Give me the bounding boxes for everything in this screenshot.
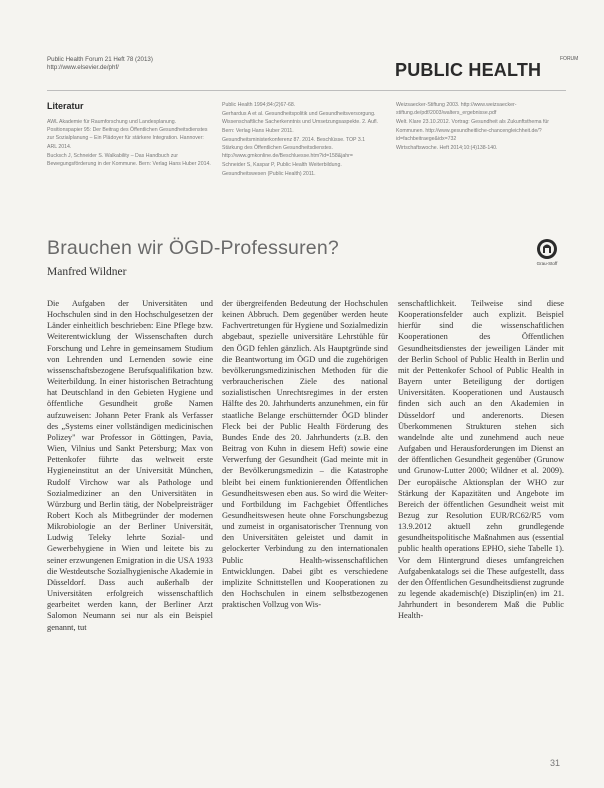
reference-entry: Weizsaecker-Stiftung 2003. http://www.weizsaecker-stiftung.de/pdf/2003/walters_ergebnisse.pdf (396, 102, 517, 117)
reference-entry: Gesundheitsministerkonferenz 87. 2014. Beschlüsse. TOP 3.1 Stärkung des Öffentlichen Gesundheitsdienstes. http://www.gmkonline.de/Beschluesse.htm?id=158&jahr= (222, 136, 366, 160)
header-divider (47, 90, 566, 91)
paragraph: senschaftlichkeit. Teilweise sind diese Kooperationsfelder auch explizit. Beispiel hierfür sind die wissenschaftlichen Kooperationen des Öffentlichen Gesundheitsdienstes der jeweiligen Länder mit der Berlin School of Public Health in Berlin und mit der Pettenkofer School of Public Health in Bayern unter Beteiligung der dortigen Universitäten. Kooperationen und Austausch finden sich auch an den Akademien in Düsseldorf und anderenorts. Diesen Überkommenen Strukturen stehen sich wandelnde alte und zunehmend auch neue Aufgaben und Herausforderungen im Dienst an der öffentlichen Gesundheit gegenüber (Grunow und Grunow-Lutter 2000; Wildner et al. 2009). Der europäische Aktionsplan der WHO zur Stärkung der Kapazitäten und Angebote im Bereich der öffentlichen Gesundheit weist mit Bezug zur Resolution EUR/RC62/R5 vom 13.9.2012 aktuell zehn grundlegende gesundheitspolitische Maßnahmen aus (essential public health operations EPHO, siehe Tabelle 1). Vor dem Hintergrund dieses umfangreichen Aufgabenkatalogs sei die These aufgestellt, dass der den Öffentlichen Gesundheitsdienst zugrunde zu legende akademisch(e) Disziplin(en) im 21. Jahrhundert in besonderem Maß die Public Health- (398, 299, 564, 621)
literature-heading: Literatur (47, 101, 84, 111)
article-author: Manfred Wildner (47, 266, 127, 278)
badge-label: Grau-Stoff (536, 261, 558, 266)
reference-entry: Public Health 1994;84:(2)67-68. (222, 102, 296, 108)
page-number: 31 (550, 758, 561, 768)
brand-forum-label: FORUM (560, 56, 579, 62)
reference-entry: Welt. Klare 23.10.2012. Vortrag: Gesundheit als Zukunftsthema für Kommunen. http://www.gesundheitliche-chancengleichheit.de/?id=fachbeitraege&idx=732 (396, 119, 550, 142)
reference-entry: Bucksch J, Schneider S. Walkability – Das Handbuch zur Bewegungsförderung in der Kommune. Bern: Verlag Hans Huber 2014. (47, 152, 211, 168)
article-title: Brauchen wir ÖGD-Professuren? (47, 237, 339, 259)
paragraph: der übergreifenden Bedeutung der Hochschulen keinen Abbruch. Dem gegenüber werden heute Fachvertretungen für Hygiene und Sozialmedizin abgebaut, spezielle universitäre Lehrstühle für den ÖGD fehlen gänzlich. Als Hauptgründe sind die Beantwortung im ÖGD und die zugehörigen bevölkerungsmedizinischen Methoden für die verbraucherischen Ziele des national sozialistischen Unrechtsregimes in der ersten Hälfte des 20. Jahrhunderts anzunehmen, ein für staatliche Belange erschütternder ÖGD blinder Fleck bei der Public Health Förderung des Bundes Ende des 20. Jahrhunderts (z.B. den Beitrag von Kuhn in diesem Heft) sowie eine Verwerfung der Gesundheit (Gad meinte mit in der Bevölkerungsmedizin – die Katastrophe bleibt bei einem funktionierenden Öffentlichen Gesundheitswesen eben aus. So wird die Weiter- und Fortbildung im Fachgebiet Öffentliches Gesundheitswesen heute ohne Forschungsbezug und zumeist in organisatorischer Trennung von den Universitäten geleistet und damit in gelockerter Verbindung zu den internationalen Public Health-wissenschaftlichen Entwicklungen. Dabei gibt es verschiedene implizite Schnittstellen und Kooperationen zu den Hochschulen in einem selbstbezogenen praktischen Vollzug von Wis- (222, 299, 388, 610)
reference-entry: Schneider S, Kaspar P, Public Health Weiterbildung. Gesundheitswesen (Public Health) 2011. (222, 162, 342, 177)
reference-entry: AWL Akademie für Raumforschung und Landesplanung. Positionspapier 95: Der Beitrag des Öffentlichen Gesundheitsdienstes zur Sozialplanung – Ein Plädoyer für stärkere Integration. Hannover: ARL 2014. (47, 119, 208, 150)
literature-column-1 (47, 118, 211, 169)
reference-entry: Wirtschaftswoche. Heft 2014;10:(4)138-140. (396, 145, 498, 152)
brand-logo-text: PUBLIC HEALTH (395, 60, 542, 80)
reference-entry: Gerhardus A et al. Gesundheitspolitik und Gesundheitsversorgung. Wissenschaftliche Sacherkenntnis und Umsetzungsaspekte. 2. Aufl. Bern: Verlag Hans Huber 2011. (222, 111, 378, 134)
literature-column-3 (396, 101, 566, 153)
journal-header (47, 56, 217, 72)
open-access-badge (532, 238, 562, 266)
literature-column-2 (222, 101, 384, 179)
article-column-2 (222, 298, 388, 610)
article-column-3 (398, 298, 564, 622)
journal-url[interactable]: http://www.elsevier.de/phf/ (47, 64, 119, 71)
article-column-1 (47, 298, 213, 633)
journal-citation: Public Health Forum 21 Heft 78 (2013) (47, 56, 153, 63)
crossmark-icon (536, 238, 558, 260)
paragraph: Die Aufgaben der Universitäten und Hochschulen sind in den Hochschulgesetzen der Länder einheitlich beschrieben: Eine Pflege bzw. Weiterentwicklung der Wissenschaften durch Forschung und Lehre in gemeinsamem Studium von Lehrenden und Lernenden sowie eine wissenschaftsbezogene Berufsqualifikation bzw. Weiterbildung. In einer historischen Betrachtung hat Deutschland in den Gebieten Hygiene und öffentliche Gesundheit große Namen aufzuweisen: Johann Peter Frank als Verfasser des „Systems einer vollständigen medicinischen Polizey" war Professor in Göttingen, Pavia, Wien, Vilnius und Sankt Petersburg; Max von Pettenkofer führte das weltweit erste Hygieneinstitut an der Universität München, Rudolf Virchow war als Pathologe und Sozialmediziner an den Universitäten in Würzburg und Berlin tätig, der Nobelpreisträger Robert Koch als Mitbegründer der modernen Mikrobiologie an der Berliner Universität, Ludwig Teleky lehrte Sozial- und Gewerbehygiene in Wien und leitete bis zu seiner erzwungenen Emigration in die USA 1933 die Westdeutsche Sozialhygienische Akademie in Düsseldorf. Dass auch außerhalb der Universitäten erfolgreich wissenschaftlich gearbeitet werden kann, der Berliner Arzt Salomon Neumann sei nur als ein Beispiel genannt, tut (47, 299, 213, 632)
